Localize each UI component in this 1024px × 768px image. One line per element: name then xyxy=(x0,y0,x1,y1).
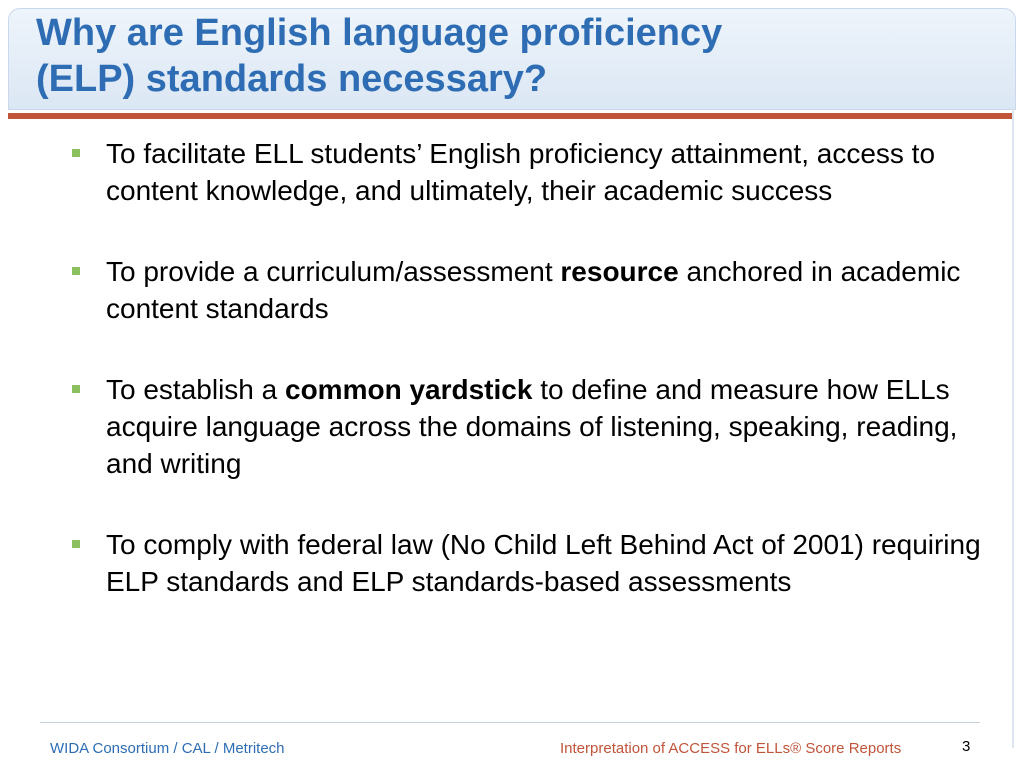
bullet-item-2 xyxy=(72,253,992,327)
bullet-text xyxy=(106,374,957,479)
bullet-text-bold: common yardstick xyxy=(285,374,533,405)
slide-title xyxy=(36,10,996,102)
bullet-item-4 xyxy=(72,526,992,600)
bullet-text-plain-after: to define and measure how ELLs acquire language across the domains of listening, speaking, reading, and writing xyxy=(106,374,958,479)
square-bullet-icon xyxy=(72,385,80,393)
square-bullet-icon xyxy=(72,267,80,275)
bullet-text-plain: To provide a curriculum/assessment xyxy=(106,256,561,287)
footer-organization: WIDA Consortium / CAL / Metritech xyxy=(50,740,285,757)
bullet-text-plain-after: anchored in academic content standards xyxy=(106,256,961,324)
title-divider xyxy=(8,113,1014,119)
square-bullet-icon xyxy=(72,149,80,157)
bullet-item-3 xyxy=(72,371,992,482)
footer-divider xyxy=(40,722,980,723)
bullet-text-plain: To establish a xyxy=(106,374,285,405)
slide-side-border xyxy=(1012,108,1014,748)
bullet-text-bold: resource xyxy=(560,256,679,287)
bullet-text-plain: To comply with federal law (No Child Left Behind Act of 2001) requiring ELP standards and ELP standards-based assessments xyxy=(106,529,981,597)
bullet-text xyxy=(106,256,960,324)
title-line-2: (ELP) standards necessary? xyxy=(36,58,548,100)
bullet-item-1 xyxy=(72,135,992,209)
square-bullet-icon xyxy=(72,540,80,548)
bullet-text xyxy=(106,138,935,206)
bullet-text xyxy=(106,529,981,597)
page-number: 3 xyxy=(962,738,971,755)
bullet-text-plain: To facilitate ELL students’ English proficiency attainment, access to content knowledge, and ultimately, their academic success xyxy=(106,138,936,206)
footer-presentation-title: Interpretation of ACCESS for ELLs® Score Reports xyxy=(560,740,902,757)
title-line-1: Why are English language proficiency xyxy=(36,12,723,54)
bullet-list xyxy=(72,135,992,644)
